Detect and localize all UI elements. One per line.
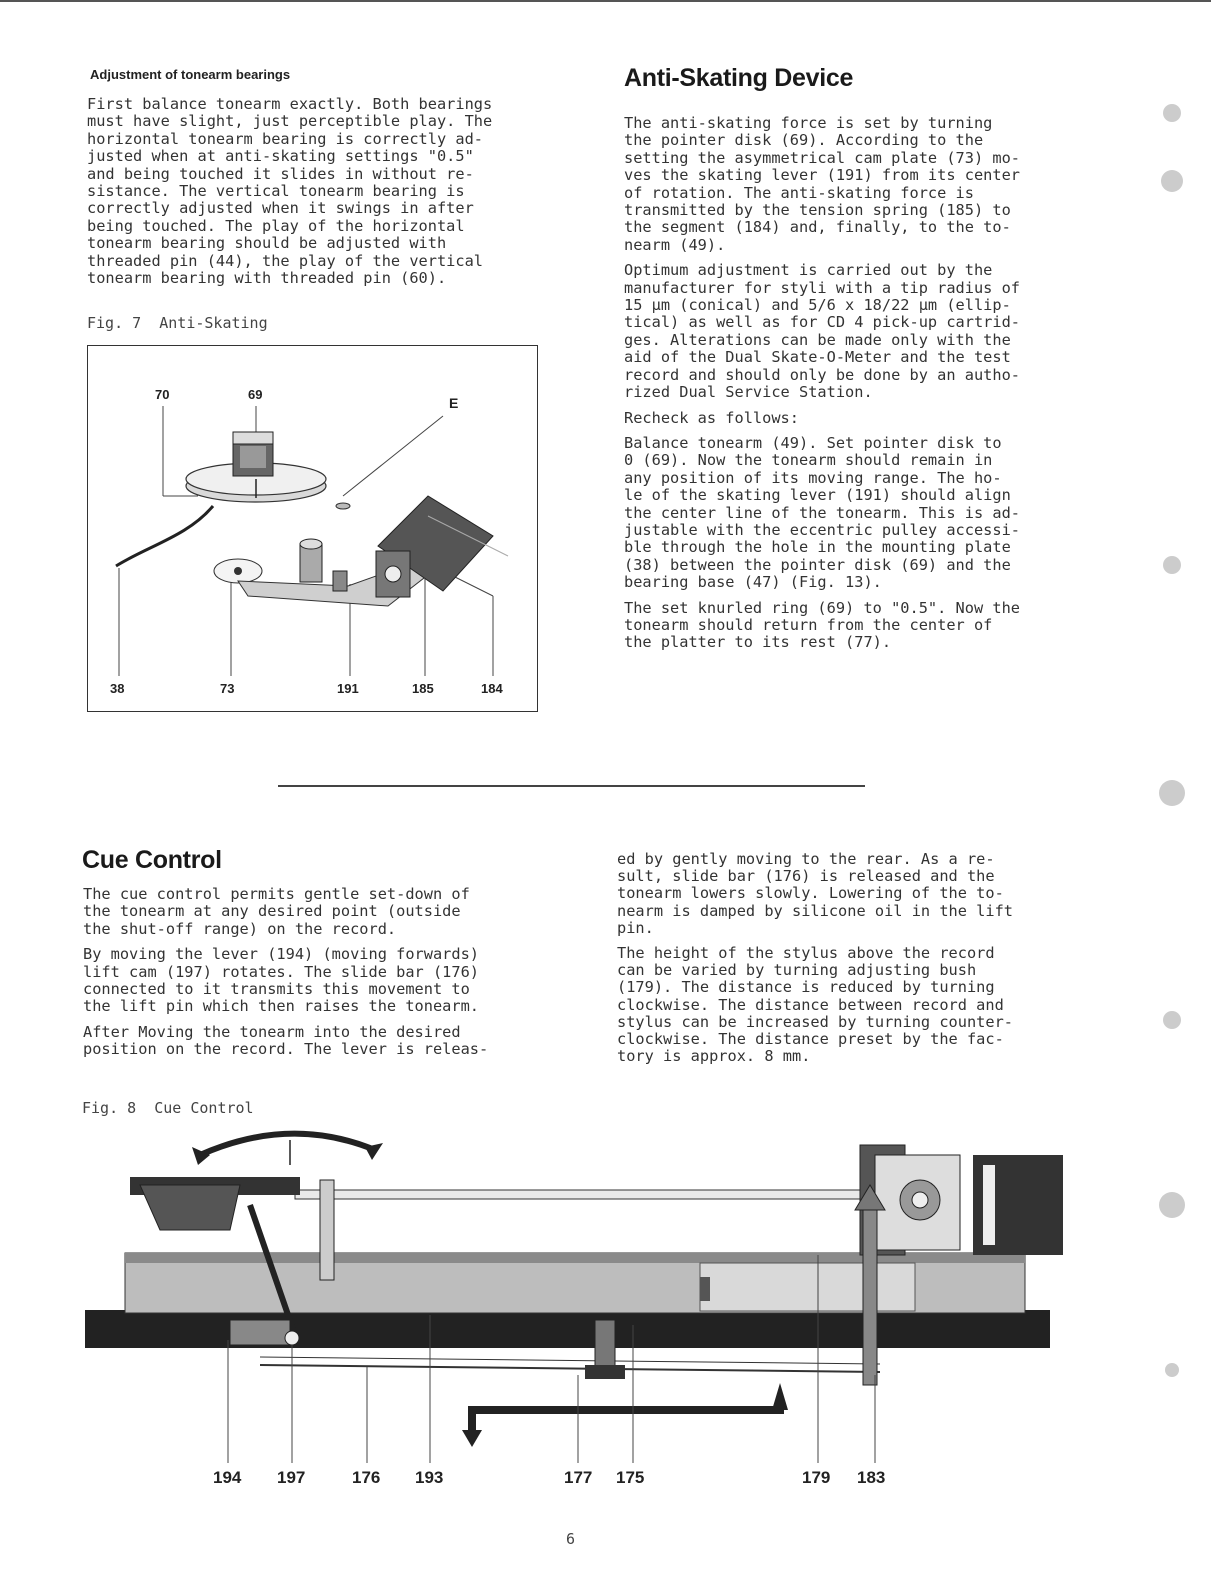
cue-left-para-2: By moving the lever (194) (moving forwards) lift cam (197) rotates. The slide bar (176) connected to it transmits this movement to the lift pin which then raises the tonearm. bbox=[83, 945, 480, 1016]
cue-right-body bbox=[617, 851, 1013, 1073]
fig8-label-193: 193 bbox=[415, 1468, 444, 1487]
fig7-label-191: 191 bbox=[337, 681, 359, 696]
fig8-label-197: 197 bbox=[277, 1468, 306, 1487]
top-rule bbox=[0, 0, 1211, 2]
cue-left-body bbox=[83, 886, 488, 1067]
anti-skating-para-2: Optimum adjustment is carried out by the manufacturer for styli with a tip radius of 15 µm (conical) and 5/6 x 18/22 µm (ellip- tical) as well as for CD 4 pick-up cartrid- ges. Alterations can be made only with the aid of the Dual Skate-O-Meter and the test record and should only be done by an autho- rized Dual Service Station. bbox=[624, 261, 1021, 402]
anti-skating-para-1: The anti-skating force is set by turning the pointer disk (69). According to the setting the asymmetrical cam plate (73) mo- ves the skating lever (191) from its center of rotation. The anti-skating force is transmitted by the tension spring (185) to the segment (184) and, finally, to the to- nearm (49). bbox=[624, 114, 1021, 254]
page-number: 6 bbox=[566, 1530, 576, 1548]
cue-right-para-2: The height of the stylus above the record can be varied by turning adjusting bush (179). The distance is reduced by turning clockwise. The distance between record and stylus can be increased by turning counter- clockwise. The distance preset by the fac- tory is approx. 8 mm. bbox=[617, 944, 1014, 1066]
fig8-caption: Fig. 8 Cue Control bbox=[82, 1099, 254, 1117]
punch-holes bbox=[1150, 95, 1200, 1495]
fig7-illustration bbox=[88, 346, 536, 710]
bearing-body: First balance tonearm exactly. Both bearings must have slight, just perceptible play. The horizontal tonearm bearing is correctly ad- justed when at anti-skating settings "0.5" and being touched it slides in without re- sistance. The vertical tonearm bearing is correctly adjusted when it swings in after being touched. The play of the horizontal tonearm bearing should be adjusted with threaded pin (44), the play of the vertical tonearm bearing with threaded pin (60). bbox=[87, 95, 493, 288]
cue-left-para-1: The cue control permits gentle set-down of the tonearm at any desired point (outside the shut-off range) on the record. bbox=[83, 885, 470, 938]
cue-right-para-1: ed by gently moving to the rear. As a re- sult, slide bar (176) is released and the tonearm lowers slowly. Lowering of the to- nearm is damped by silicone oil in the lift pin. bbox=[617, 850, 1014, 937]
anti-skating-body bbox=[624, 115, 1020, 660]
section-divider bbox=[278, 785, 865, 787]
fig8-label-179: 179 bbox=[802, 1468, 831, 1487]
fig7-label-73: 73 bbox=[220, 681, 235, 696]
bearing-heading: Adjustment of tonearm bearings bbox=[90, 67, 291, 82]
anti-skating-para-5: The set knurled ring (69) to "0.5". Now the tonearm should return from the center of the platter to its rest (77). bbox=[624, 598, 1021, 652]
anti-skating-heading: Anti-Skating Device bbox=[624, 64, 854, 92]
fig8-illustration bbox=[80, 1125, 1070, 1500]
fig7-label-184: 184 bbox=[481, 681, 503, 696]
cue-left-para-3: After Moving the tonearm into the desired position on the record. The lever is releas- bbox=[83, 1022, 489, 1059]
fig7-label-38: 38 bbox=[110, 681, 125, 696]
fig7-label-69: 69 bbox=[248, 387, 263, 402]
fig7-frame bbox=[87, 345, 538, 712]
fig8-label-183: 183 bbox=[857, 1468, 886, 1487]
anti-skating-para-4: Balance tonearm (49). Set pointer disk to 0 (69). Now the tonearm should remain in any position of its moving range. The ho- le of the skating lever (191) should align the center line of the tonearm. This is ad- justable with the eccentric pulley accessi- ble through the hole in the mounting plate (38) between the pointer disk (69) and the bearing base (47) (Fig. 13). bbox=[624, 433, 1021, 592]
fig7-caption: Fig. 7 Anti-Skating bbox=[87, 314, 268, 332]
cue-control-heading: Cue Control bbox=[82, 846, 222, 874]
fig7-label-70: 70 bbox=[155, 387, 170, 402]
fig8-label-177: 177 bbox=[564, 1468, 593, 1487]
fig8-label-176: 176 bbox=[352, 1468, 381, 1487]
fig7-label-185: 185 bbox=[412, 681, 434, 696]
fig8-label-194: 194 bbox=[213, 1468, 242, 1487]
anti-skating-para-3: Recheck as follows: bbox=[624, 408, 799, 427]
fig7-label-e: E bbox=[449, 395, 459, 411]
fig8-label-175: 175 bbox=[616, 1468, 645, 1487]
